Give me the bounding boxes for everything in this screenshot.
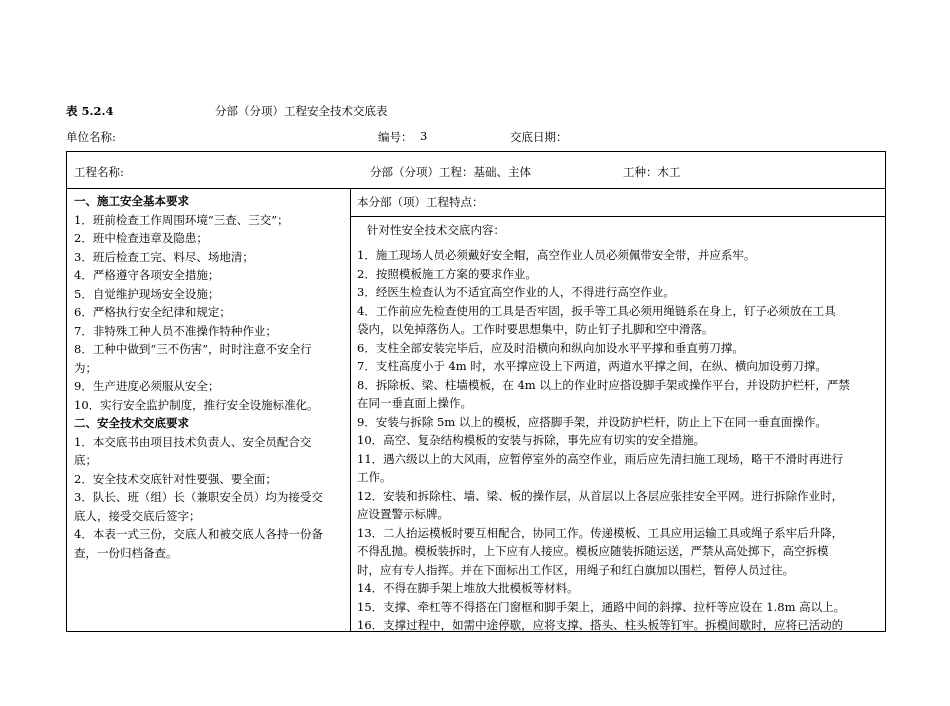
basic-requirements-column [74, 192, 346, 562]
list-item: 在同一垂直面上操作。 [357, 396, 472, 410]
list-item: 不得乱抛。模板装拆时，上下应有人接应。模板应随装拆随运送，严禁从高处掷下，高空拆模 [357, 544, 829, 558]
list-item: 1．施工现场人员必须戴好安全帽，高空作业人员必须佩带安全带，并应系牢。 [357, 248, 756, 262]
list-item: 1．班前检查工作周围环境“三查、三交”； [74, 212, 289, 227]
list-item: 8．工种中做到“三不伤害”，时时注意不安全行 [74, 342, 312, 356]
number-label: 编号： [378, 130, 413, 144]
section1-list [74, 211, 346, 415]
list-item: 4．本表一式三份，交底人和被交底人各持一份备 [74, 527, 323, 541]
list-item: 9．生产进度必须服从安全； [74, 379, 220, 393]
features-label: 本分部（项）工程特点： [357, 195, 484, 209]
list-item: 9．安装与拆除 5m 以上的模板，应搭脚手架，并设防护栏杆，防止上下在同一垂直面操作。 [357, 414, 827, 429]
table-number: 表 5.2.4 [66, 104, 114, 118]
list-item: 3．班后检查工完、料尽、场地清； [74, 249, 254, 264]
list-item: 10．实行安全监护制度，推行安全设施标准化。 [74, 397, 319, 412]
list-item: 时，应有专人指挥。并在下面标出工作区，用绳子和红白旗加以围栏，暂停人员过往。 [357, 562, 794, 577]
number-value: 3 [420, 129, 428, 143]
list-item: 2．班中检查违章及隐患； [74, 231, 208, 245]
list-item: 2．按照模板施工方案的要求作业。 [357, 266, 537, 281]
list-item: 15．支撑、牵杠等不得搭在门窗框和脚手架上，通路中间的斜撑、拉杆等应设在 1.8m 高以上。 [357, 599, 846, 614]
list-item: 5．自觉维护现场安全设施； [74, 286, 220, 301]
list-item: 应设置警示标牌。 [357, 507, 449, 521]
list-item: 查，一份归档备查。 [74, 545, 178, 560]
safety-items-list [357, 246, 883, 635]
list-item: 1．本交底书由项目技术负责人、安全员配合交 [74, 434, 312, 449]
list-item: 8．拆除板、梁、柱墙模板，在 4m 以上的作业时应搭设脚手架或操作平台，并设防护栏杆，严禁 [357, 377, 850, 392]
section1-title: 一、施工安全基本要求 [74, 194, 189, 208]
row-divider [67, 188, 885, 189]
list-item: 为； [74, 360, 97, 375]
disclosure-date-label: 交底日期： [510, 130, 568, 144]
division-label: 分部（分项）工程：基础、主体 [370, 165, 531, 179]
trade-label: 工种：木工 [623, 165, 681, 179]
list-item: 6．严格执行安全纪律和规定； [74, 305, 231, 319]
list-item: 3．经医生检查认为不适宜高空作业的人，不得进行高空作业。 [357, 285, 675, 299]
form-title: 分部（分项）工程安全技术交底表 [215, 104, 388, 118]
unit-name-label: 单位名称: [66, 130, 116, 144]
list-item: 袋内，以免掉落伤人。工作时要思想集中，防止钉子扎脚和空中滑落。 [357, 322, 714, 336]
project-name-label: 工程名称: [74, 165, 124, 179]
list-item: 16．支撑过程中，如需中途停歇，应将支撑、搭头、柱头板等钉牢。拆模间歇时，应将已活动的 [357, 618, 844, 632]
list-item: 11．遇六级以上的大风雨，应暂停室外的高空作业，雨后应先清扫施工现场，略干不滑时再进行 [357, 451, 844, 466]
list-item: 4．严格遵守各项安全措施； [74, 268, 220, 282]
list-item: 7．支柱高度小于 4m 时，水平撑应设上下两道，两道水平撑之间，在纵、横向加设剪刀撑。 [357, 359, 827, 373]
list-item: 14．不得在脚手架上堆放大批模板等材料。 [357, 581, 579, 595]
list-item: 底人，接受交底后签字； [74, 508, 201, 523]
list-item: 工作。 [357, 470, 392, 484]
list-item: 6．支柱全部安装完毕后，应及时沿横向和纵向加设水平平撑和垂直剪刀撑。 [357, 340, 744, 355]
content-label: 针对性安全技术交底内容： [367, 223, 505, 237]
list-item: 12．安装和拆除柱、墙、梁、板的操作层，从首层以上各层应张挂安全平网。进行拆除作业时， [357, 488, 844, 503]
disclosure-table [66, 151, 886, 632]
list-item: 13．二人抬运模板时要互相配合，协同工作。传递模板、工具应用运输工具或绳子系牢后升降， [357, 525, 844, 540]
section2-list [74, 433, 346, 563]
list-item: 3．队长、班（组）长（兼职安全员）均为接受交 [74, 490, 323, 504]
list-item: 10．高空、复杂结构模板的安装与拆除，事先应有切实的安全措施。 [357, 433, 706, 447]
list-item: 2．安全技术交底针对性要强、要全面； [74, 471, 277, 486]
column-divider [350, 188, 351, 631]
list-item: 7．非特殊工种人员不准操作特种作业； [74, 323, 277, 338]
list-item: 4．工作前应先检查使用的工具是否牢固，扳手等工具必须用绳链系在身上，钉子必须放在工具 [357, 303, 836, 318]
list-item: 底； [74, 453, 97, 467]
section2-title: 二、安全技术交底要求 [74, 416, 189, 430]
right-row-divider [350, 216, 885, 217]
